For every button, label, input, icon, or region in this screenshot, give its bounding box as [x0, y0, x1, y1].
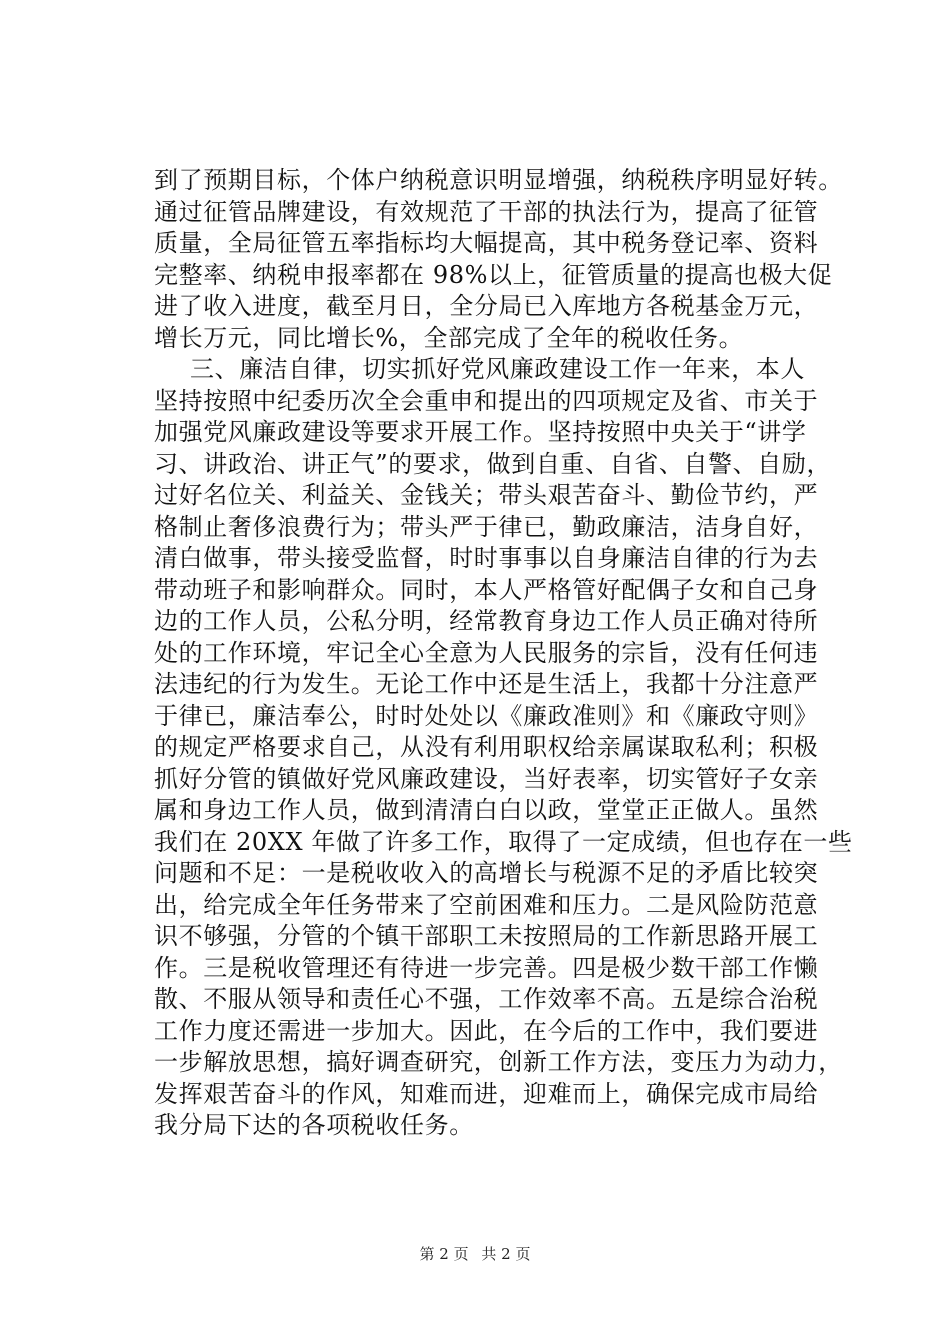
text-line: 边的工作人员，公私分明，经常教育身边工作人员正确对待所	[154, 607, 819, 635]
text-line: 过好名位关、利益关、金钱关；带头艰苦奋斗、勤俭节约，严	[154, 481, 819, 509]
text-line: 一步解放思想，搞好调查研究，创新工作方法，变压力为动力，	[154, 1048, 843, 1076]
text-line: 发挥艰苦奋斗的作风，知难而进，迎难而上，确保完成市局给	[154, 1079, 819, 1108]
text-line: 作。三是税收管理还有待进一步完善。四是极少数干部工作懒	[154, 953, 819, 982]
text-line: 清白做事，带头接受监督，时时事事以自身廉洁自律的行为去	[154, 544, 819, 572]
text-line: 带动班子和影响群众。同时，本人严格管好配偶子女和自己身	[154, 575, 819, 604]
text-line: 识不够强，分管的个镇干部职工未按照局的工作新思路开展工	[154, 922, 819, 950]
text-line: 格制止奢侈浪费行为；带头严于律已，勤政廉洁，洁身自好，	[154, 512, 819, 541]
text-line: 问题和不足：一是税收收入的高增长与税源不足的矛盾比较突	[154, 859, 819, 887]
text-line: 加强党风廉政建设等要求开展工作。坚持按照中央关于“讲学	[154, 418, 807, 446]
text-line: 习、讲政治、讲正气”的要求，做到自重、自省、自警、自励，	[154, 449, 832, 478]
text-line: 的规定严格要求自己，从没有利用职权给亲属谋取私利；积极	[154, 733, 819, 761]
text-line: 到了预期目标，个体户纳税意识明显增强，纳税秩序明显好转。	[154, 166, 843, 194]
text-line: 进了收入进度，截至月日，全分局已入库地方各税基金万元，	[154, 292, 819, 320]
page-number: 第 2 页	[419, 1245, 469, 1263]
text-line: 于律已，廉洁奉公，时时处处以《廉政准则》和《廉政守则》	[154, 701, 819, 730]
paragraph-start-line: 三、廉洁自律，切实抓好党风廉政建设工作一年来，本人	[190, 355, 805, 383]
text-line: 出，给完成全年任务带来了空前困难和压力。二是风险防范意	[154, 890, 819, 919]
text-line: 我分局下达的各项税收任务。	[154, 1111, 474, 1139]
page-footer	[0, 1243, 950, 1264]
page-total: 共 2 页	[481, 1245, 531, 1263]
text-line: 增长万元，同比增长%，全部完成了全年的税收任务。	[154, 323, 744, 352]
text-line: 坚持按照中纪委历次全会重申和提出的四项规定及省、市关于	[154, 386, 819, 415]
text-line: 质量，全局征管五率指标均大幅提高，其中税务登记率、资料	[154, 229, 819, 257]
text-line: 属和身边工作人员，做到清清白白以政，堂堂正正做人。虽然	[154, 796, 819, 824]
text-line: 散、不服从领导和责任心不强，工作效率不高。五是综合治税	[154, 985, 819, 1013]
text-line: 法违纪的行为发生。无论工作中还是生活上，我都十分注意严	[154, 670, 819, 698]
text-line: 抓好分管的镇做好党风廉政建设，当好表率，切实管好子女亲	[154, 764, 819, 793]
text-line: 完整率、纳税申报率都在 98%以上，征管质量的提高也极大促	[154, 260, 833, 289]
text-line: 通过征管品牌建设，有效规范了干部的执法行为，提高了征管	[154, 197, 819, 226]
text-line: 工作力度还需进一步加大。因此，在今后的工作中，我们要进	[154, 1016, 819, 1045]
text-line: 处的工作环境，牢记全心全意为人民服务的宗旨，没有任何违	[154, 638, 819, 667]
document-body	[154, 165, 866, 1142]
text-line: 我们在 20XX 年做了许多工作，取得了一定成绩，但也存在一些	[154, 827, 853, 856]
